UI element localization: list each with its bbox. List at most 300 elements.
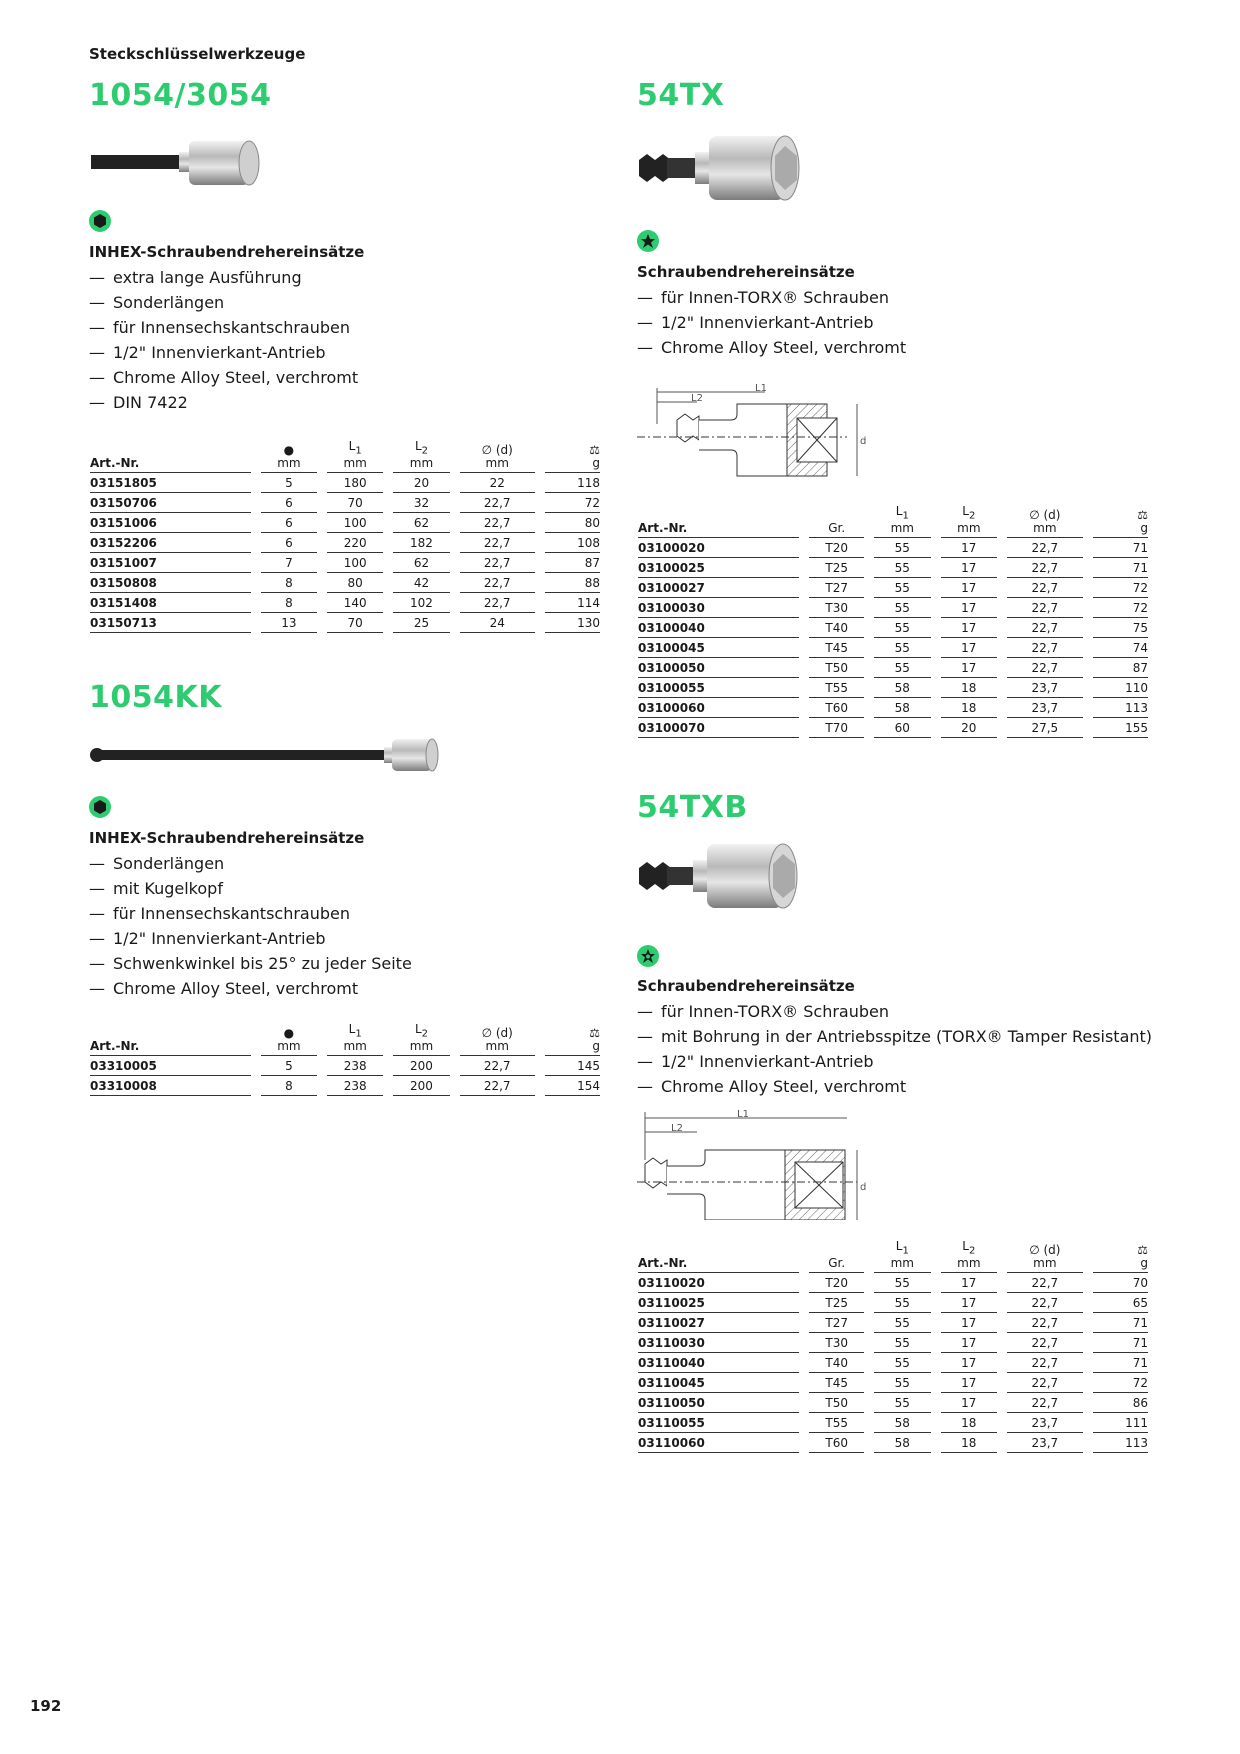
- table-cell: 24: [460, 613, 535, 633]
- table-cell: 20: [393, 473, 449, 493]
- table-cell: 22,7: [460, 493, 535, 513]
- table-row: [638, 678, 1148, 698]
- table-cell: 27,5: [1007, 718, 1083, 738]
- unit-mm: mm: [409, 1039, 434, 1054]
- feature-item: — für Innen-TORX® Schrauben: [637, 999, 1152, 1024]
- table-cell: T20: [809, 1273, 864, 1293]
- col-l2: [393, 440, 449, 473]
- table-cell: 100: [327, 553, 383, 573]
- d-label: ∅ (d): [1029, 1243, 1061, 1258]
- table-cell: 71: [1093, 1353, 1148, 1373]
- art-nr-cell: 03100020: [638, 538, 799, 558]
- table-cell: 182: [393, 533, 449, 553]
- art-nr-cell: 03152206: [90, 533, 251, 553]
- table-row: [638, 1333, 1148, 1353]
- col-g: [1093, 1240, 1148, 1273]
- hexagon-icon: ●: [283, 1026, 295, 1041]
- feature-item: — Sonderlängen: [89, 290, 358, 315]
- col-d: [1007, 1240, 1083, 1273]
- table-cell: 22,7: [1007, 558, 1083, 578]
- spec-table-1054: [80, 440, 610, 633]
- table-cell: T27: [809, 1313, 864, 1333]
- table-cell: 87: [1093, 658, 1148, 678]
- table-cell: 22,7: [460, 553, 535, 573]
- table-row: [638, 558, 1148, 578]
- table-cell: 72: [1093, 578, 1148, 598]
- art-nr-cell: 03100050: [638, 658, 799, 678]
- unit-mm: mm: [277, 1039, 301, 1054]
- table-cell: 18: [941, 678, 998, 698]
- l2-sub: 2: [421, 1028, 428, 1040]
- table-cell: 55: [874, 618, 931, 638]
- table-cell: 220: [327, 533, 383, 553]
- table-row: [638, 1413, 1148, 1433]
- table-row: [90, 493, 600, 513]
- table-cell: 22,7: [1007, 1393, 1083, 1413]
- table-cell: 71: [1093, 538, 1148, 558]
- table-cell: T40: [809, 1353, 864, 1373]
- table-cell: 238: [327, 1076, 383, 1096]
- art-nr-cell: 03151408: [90, 593, 251, 613]
- d-dim: d: [860, 436, 867, 447]
- product-image-1054: [89, 135, 269, 195]
- table-cell: 113: [1093, 1433, 1148, 1453]
- col-l2: [941, 505, 998, 538]
- table-body-54tx: [638, 538, 1148, 738]
- hexagon-icon: ●: [283, 443, 295, 458]
- unit-mm: mm: [1033, 521, 1057, 536]
- col-l1: [874, 1240, 931, 1273]
- table-cell: 70: [1093, 1273, 1148, 1293]
- table-body-1054kk: [90, 1056, 600, 1096]
- table-cell: T60: [809, 698, 864, 718]
- hexagon-icon: [89, 210, 111, 232]
- table-cell: 55: [874, 558, 931, 578]
- table-cell: 17: [941, 598, 998, 618]
- table-cell: T70: [809, 718, 864, 738]
- table-cell: 111: [1093, 1413, 1148, 1433]
- l2-label: L: [962, 504, 969, 518]
- art-nr-cell: 03151007: [90, 553, 251, 573]
- unit-g: g: [592, 1039, 600, 1054]
- feature-item: — für Innensechskantschrauben: [89, 315, 358, 340]
- table-cell: 22,7: [1007, 1353, 1083, 1373]
- table-cell: 22,7: [1007, 1313, 1083, 1333]
- product-title-54tx: 54TX: [637, 78, 725, 113]
- page-number: 192: [30, 1697, 62, 1715]
- torx-icon: [637, 230, 659, 252]
- table-cell: 55: [874, 598, 931, 618]
- table-row: [90, 553, 600, 573]
- scale-icon: ⚖: [1137, 1243, 1148, 1258]
- table-cell: 20: [941, 718, 998, 738]
- table-cell: 22,7: [460, 1056, 535, 1076]
- table-row: [638, 1273, 1148, 1293]
- l1-sub: 1: [355, 445, 362, 457]
- table-cell: 5: [261, 1056, 317, 1076]
- unit-mm: mm: [1033, 1256, 1057, 1271]
- table-cell: 17: [941, 618, 998, 638]
- spec-table-1054kk: [80, 1023, 610, 1096]
- table-cell: 58: [874, 1433, 931, 1453]
- table-cell: 80: [327, 573, 383, 593]
- col-hex: [261, 440, 317, 473]
- table-cell: 17: [941, 1373, 998, 1393]
- l2-dim: L2: [671, 1123, 683, 1134]
- product-subtitle-1054kk: INHEX-Schraubendrehereinsätze: [89, 829, 365, 847]
- art-nr-cell: 03151006: [90, 513, 251, 533]
- col-d: [460, 1023, 535, 1056]
- product-image-54txb: [637, 840, 817, 915]
- table-row: [90, 473, 600, 493]
- table-row: [638, 1393, 1148, 1413]
- table-cell: 114: [545, 593, 600, 613]
- product-title-1054: 1054/3054: [89, 78, 272, 113]
- table-cell: 60: [874, 718, 931, 738]
- table-cell: T30: [809, 1333, 864, 1353]
- table-row: [638, 1353, 1148, 1373]
- table-cell: 87: [545, 553, 600, 573]
- table-cell: 6: [261, 533, 317, 553]
- table-cell: 22,7: [1007, 598, 1083, 618]
- l2-label: L: [414, 439, 422, 453]
- table-cell: 8: [261, 593, 317, 613]
- table-cell: 22,7: [460, 513, 535, 533]
- table-body-54txb: [638, 1273, 1148, 1453]
- unit-mm: mm: [485, 1039, 509, 1054]
- col-art: Art.-Nr.: [638, 505, 799, 538]
- table-cell: 22,7: [1007, 1293, 1083, 1313]
- table-cell: T55: [809, 678, 864, 698]
- table-cell: 55: [874, 1393, 931, 1413]
- spec-table-54tx: [628, 505, 1158, 738]
- table-cell: 17: [941, 578, 998, 598]
- product-subtitle-1054: INHEX-Schraubendrehereinsätze: [89, 243, 365, 261]
- unit-mm: mm: [957, 521, 981, 536]
- l2-label: L: [962, 1239, 969, 1253]
- table-cell: 108: [545, 533, 600, 553]
- table-row: [638, 598, 1148, 618]
- product-image-54tx: [637, 130, 817, 205]
- feature-item: — 1/2" Innenvierkant-Antrieb: [89, 340, 358, 365]
- table-cell: 62: [393, 513, 449, 533]
- product-title-54txb: 54TXB: [637, 790, 748, 825]
- table-row: [90, 1076, 600, 1096]
- table-cell: 72: [1093, 1373, 1148, 1393]
- table-cell: 74: [1093, 638, 1148, 658]
- l2-sub: 2: [421, 445, 428, 457]
- art-nr-cell: 03100025: [638, 558, 799, 578]
- table-cell: 42: [393, 573, 449, 593]
- table-cell: 80: [545, 513, 600, 533]
- art-nr-cell: 03150706: [90, 493, 251, 513]
- table-cell: 22,7: [1007, 638, 1083, 658]
- table-cell: 86: [1093, 1393, 1148, 1413]
- table-row: [638, 1433, 1148, 1453]
- table-cell: 17: [941, 1353, 998, 1373]
- col-gr: Gr.: [809, 1240, 864, 1273]
- col-gr: Gr.: [809, 505, 864, 538]
- unit-mm: mm: [409, 456, 434, 471]
- product-image-1054kk: [89, 735, 439, 775]
- table-cell: 22: [460, 473, 535, 493]
- col-g: [545, 1023, 600, 1056]
- table-row: [90, 513, 600, 533]
- unit-mm: mm: [957, 1256, 981, 1271]
- unit-mm: mm: [890, 1256, 914, 1271]
- table-cell: 88: [545, 573, 600, 593]
- table-cell: 25: [393, 613, 449, 633]
- table-cell: 130: [545, 613, 600, 633]
- feature-item: — DIN 7422: [89, 390, 358, 415]
- table-cell: 102: [393, 593, 449, 613]
- art-nr-cell: 03310005: [90, 1056, 251, 1076]
- art-nr-cell: 03310008: [90, 1076, 251, 1096]
- feature-list-1054: [89, 265, 358, 415]
- table-row: [638, 578, 1148, 598]
- art-nr-cell: 03110050: [638, 1393, 799, 1413]
- table-row: [90, 573, 600, 593]
- table-cell: 22,7: [460, 1076, 535, 1096]
- table-cell: 113: [1093, 698, 1148, 718]
- table-cell: 23,7: [1007, 1433, 1083, 1453]
- art-nr-cell: 03100027: [638, 578, 799, 598]
- dimension-diagram-54tx: [637, 380, 887, 480]
- l2-sub: 2: [968, 1245, 976, 1257]
- table-row: [638, 538, 1148, 558]
- col-hex: [261, 1023, 317, 1056]
- d-dim: d: [860, 1182, 867, 1193]
- table-cell: 17: [941, 538, 998, 558]
- table-cell: T55: [809, 1413, 864, 1433]
- table-cell: 22,7: [460, 533, 535, 553]
- table-cell: 55: [874, 578, 931, 598]
- table-cell: 55: [874, 1273, 931, 1293]
- unit-g: g: [1140, 521, 1148, 536]
- table-cell: 55: [874, 658, 931, 678]
- l1-label: L: [348, 439, 356, 453]
- scale-icon: ⚖: [589, 1026, 600, 1041]
- art-nr-cell: 03110020: [638, 1273, 799, 1293]
- art-nr-cell: 03110025: [638, 1293, 799, 1313]
- art-nr-cell: 03100030: [638, 598, 799, 618]
- table-cell: 6: [261, 493, 317, 513]
- table-cell: 238: [327, 1056, 383, 1076]
- col-g: [545, 440, 600, 473]
- table-cell: 23,7: [1007, 698, 1083, 718]
- table-cell: T60: [809, 1433, 864, 1453]
- unit-mm: mm: [485, 456, 509, 471]
- table-cell: 17: [941, 658, 998, 678]
- table-row: [638, 1293, 1148, 1313]
- table-row: [90, 1056, 600, 1076]
- d-label: ∅ (d): [481, 1026, 513, 1041]
- col-l1: [327, 1023, 383, 1056]
- table-cell: 18: [941, 698, 998, 718]
- l1-sub: 1: [902, 1245, 909, 1257]
- product-subtitle-54tx: Schraubendrehereinsätze: [637, 263, 855, 281]
- col-art: Art.-Nr.: [90, 440, 251, 473]
- table-cell: 65: [1093, 1293, 1148, 1313]
- table-cell: T50: [809, 1393, 864, 1413]
- table-cell: 13: [261, 613, 317, 633]
- scale-icon: ⚖: [589, 443, 600, 458]
- table-cell: 55: [874, 638, 931, 658]
- table-row: [90, 533, 600, 553]
- scale-icon: ⚖: [1137, 508, 1148, 523]
- feature-item: — mit Bohrung in der Antriebsspitze (TORX® Tamper Resistant): [637, 1024, 1152, 1049]
- unit-mm: mm: [343, 1039, 367, 1054]
- table-row: [638, 1313, 1148, 1333]
- l2-label: L: [414, 1022, 422, 1036]
- table-cell: 17: [941, 638, 998, 658]
- l1-label: L: [348, 1022, 356, 1036]
- art-nr-cell: 03110030: [638, 1333, 799, 1353]
- feature-item: — 1/2" Innenvierkant-Antrieb: [637, 310, 906, 335]
- unit-mm: mm: [890, 521, 914, 536]
- table-cell: T25: [809, 558, 864, 578]
- feature-item: — 1/2" Innenvierkant-Antrieb: [89, 926, 412, 951]
- table-cell: 140: [327, 593, 383, 613]
- art-nr-cell: 03151805: [90, 473, 251, 493]
- col-d: [1007, 505, 1083, 538]
- feature-item: — Chrome Alloy Steel, verchromt: [637, 1074, 1152, 1099]
- col-d: [460, 440, 535, 473]
- table-cell: T30: [809, 598, 864, 618]
- table-cell: T45: [809, 638, 864, 658]
- table-cell: T27: [809, 578, 864, 598]
- table-cell: 55: [874, 538, 931, 558]
- d-label: ∅ (d): [1029, 508, 1061, 523]
- table-cell: 17: [941, 1293, 998, 1313]
- col-l2: [941, 1240, 998, 1273]
- table-cell: T20: [809, 538, 864, 558]
- col-l2: [393, 1023, 449, 1056]
- table-cell: 8: [261, 1076, 317, 1096]
- feature-item: — Chrome Alloy Steel, verchromt: [89, 365, 358, 390]
- art-nr-cell: 03110060: [638, 1433, 799, 1453]
- table-cell: 22,7: [1007, 578, 1083, 598]
- art-nr-cell: 03150713: [90, 613, 251, 633]
- table-cell: 22,7: [1007, 618, 1083, 638]
- table-row: [638, 698, 1148, 718]
- table-cell: 17: [941, 558, 998, 578]
- feature-item: — Sonderlängen: [89, 851, 412, 876]
- table-cell: 75: [1093, 618, 1148, 638]
- unit-mm: mm: [277, 456, 301, 471]
- table-cell: T25: [809, 1293, 864, 1313]
- table-cell: 200: [393, 1076, 449, 1096]
- feature-item: — extra lange Ausführung: [89, 265, 358, 290]
- table-cell: 18: [941, 1413, 998, 1433]
- table-cell: 71: [1093, 1313, 1148, 1333]
- table-cell: T50: [809, 658, 864, 678]
- table-cell: 145: [545, 1056, 600, 1076]
- table-cell: 55: [874, 1313, 931, 1333]
- l1-sub: 1: [902, 510, 909, 522]
- table-cell: 58: [874, 698, 931, 718]
- table-row: [638, 618, 1148, 638]
- table-cell: 58: [874, 1413, 931, 1433]
- table-cell: 55: [874, 1293, 931, 1313]
- art-nr-cell: 03100060: [638, 698, 799, 718]
- table-cell: 23,7: [1007, 1413, 1083, 1433]
- table-cell: 6: [261, 513, 317, 533]
- art-nr-cell: 03110040: [638, 1353, 799, 1373]
- feature-list-1054kk: [89, 851, 412, 1001]
- table-cell: 17: [941, 1273, 998, 1293]
- feature-item: — Chrome Alloy Steel, verchromt: [637, 335, 906, 360]
- table-cell: 18: [941, 1433, 998, 1453]
- art-nr-cell: 03100040: [638, 618, 799, 638]
- l2-dim: L2: [691, 393, 703, 404]
- table-cell: 22,7: [1007, 1333, 1083, 1353]
- art-nr-cell: 03110027: [638, 1313, 799, 1333]
- table-cell: 100: [327, 513, 383, 533]
- table-cell: 118: [545, 473, 600, 493]
- table-cell: 71: [1093, 558, 1148, 578]
- table-cell: 55: [874, 1353, 931, 1373]
- d-label: ∅ (d): [481, 443, 513, 458]
- table-cell: 17: [941, 1333, 998, 1353]
- l1-label: L: [895, 1239, 903, 1253]
- table-cell: 71: [1093, 1333, 1148, 1353]
- table-cell: 180: [327, 473, 383, 493]
- l1-sub: 1: [355, 1028, 362, 1040]
- section-header: Steckschlüsselwerkzeuge: [89, 45, 306, 63]
- unit-g: g: [1140, 1256, 1148, 1271]
- table-cell: 58: [874, 678, 931, 698]
- col-l1: [874, 505, 931, 538]
- table-cell: 62: [393, 553, 449, 573]
- unit-g: g: [592, 456, 600, 471]
- table-cell: 155: [1093, 718, 1148, 738]
- art-nr-cell: 03150808: [90, 573, 251, 593]
- table-cell: 55: [874, 1333, 931, 1353]
- feature-item: — 1/2" Innenvierkant-Antrieb: [637, 1049, 1152, 1074]
- table-cell: 70: [327, 493, 383, 513]
- feature-item: — Chrome Alloy Steel, verchromt: [89, 976, 412, 1001]
- table-cell: 23,7: [1007, 678, 1083, 698]
- table-cell: 70: [327, 613, 383, 633]
- l1-dim: L1: [737, 1110, 749, 1120]
- col-art: Art.-Nr.: [90, 1023, 251, 1056]
- table-cell: 5: [261, 473, 317, 493]
- table-cell: 22,7: [1007, 538, 1083, 558]
- feature-list-54tx: [637, 285, 906, 360]
- unit-mm: mm: [343, 456, 367, 471]
- table-cell: T40: [809, 618, 864, 638]
- table-cell: 7: [261, 553, 317, 573]
- table-cell: 22,7: [1007, 658, 1083, 678]
- l1-label: L: [895, 504, 903, 518]
- feature-item: — Schwenkwinkel bis 25° zu jeder Seite: [89, 951, 412, 976]
- feature-item: — für Innen-TORX® Schrauben: [637, 285, 906, 310]
- feature-item: — mit Kugelkopf: [89, 876, 412, 901]
- table-cell: 17: [941, 1313, 998, 1333]
- table-cell: 22,7: [460, 593, 535, 613]
- table-cell: 72: [1093, 598, 1148, 618]
- table-row: [638, 638, 1148, 658]
- table-cell: 110: [1093, 678, 1148, 698]
- art-nr-cell: 03100055: [638, 678, 799, 698]
- table-row: [638, 718, 1148, 738]
- art-nr-cell: 03110055: [638, 1413, 799, 1433]
- l2-sub: 2: [968, 510, 976, 522]
- table-cell: 22,7: [1007, 1273, 1083, 1293]
- product-title-1054kk: 1054KK: [89, 680, 222, 715]
- feature-list-54txb: [637, 999, 1152, 1099]
